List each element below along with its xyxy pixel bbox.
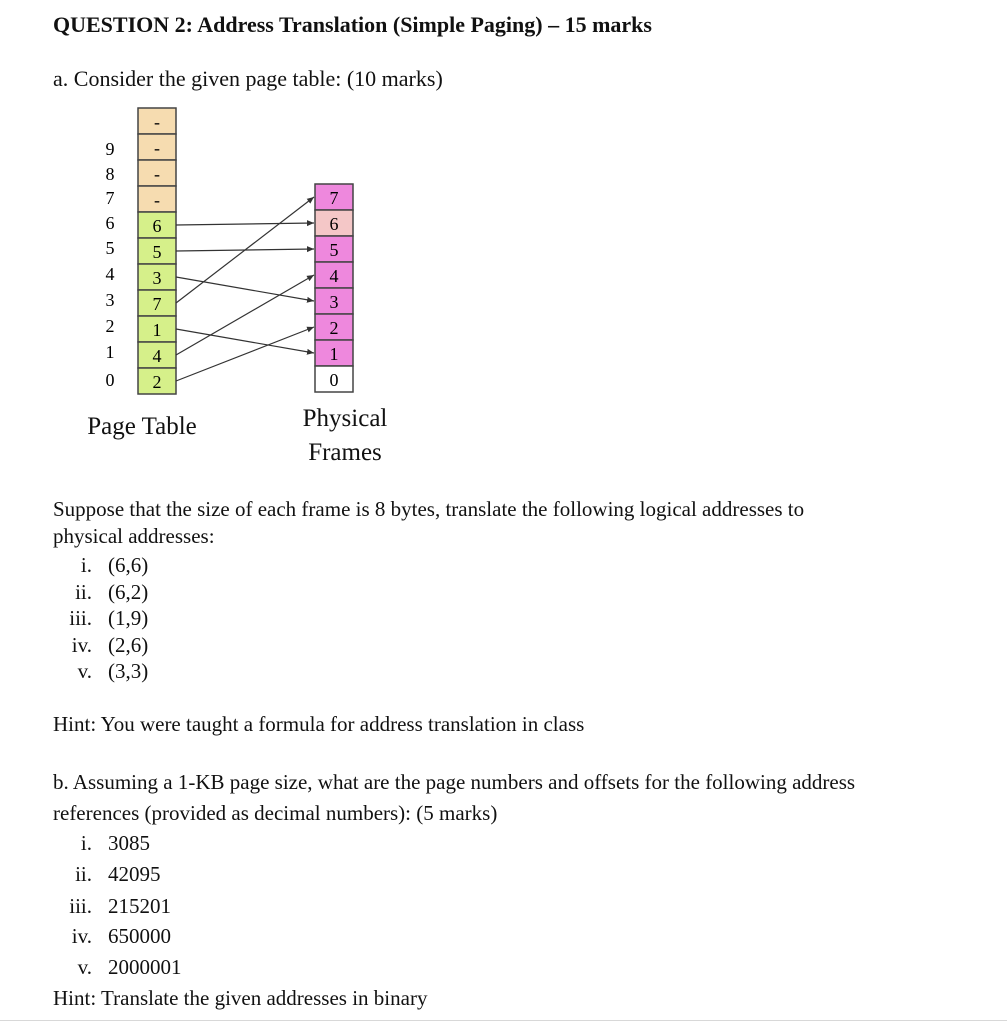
page-table-cell-value: - [154, 164, 160, 184]
list-item-number: iii. [69, 606, 92, 630]
page-table-cell-value: 2 [152, 372, 162, 392]
list-item-value: 650000 [108, 924, 171, 948]
frame-label: 5 [329, 240, 339, 260]
list-item-number: i. [80, 553, 92, 577]
mapping-arrows [176, 197, 314, 381]
mapping-arrow [176, 327, 314, 381]
page-table-cell-value: 3 [152, 268, 162, 288]
list-item-number: v. [77, 659, 92, 683]
list-item-value: (2,6) [108, 633, 149, 657]
question-title: QUESTION 2: Address Translation (Simple Paging) – 15 marks [53, 12, 652, 37]
part-a-instruction-line2: physical addresses: [53, 524, 215, 548]
page-index-label: 4 [105, 264, 115, 284]
page-index-label: 0 [105, 370, 115, 390]
page-table-cell-value: - [154, 112, 160, 132]
part-b-heading-line2: references (provided as decimal numbers): (5 marks) [53, 801, 498, 825]
page-index-label: 9 [105, 139, 115, 159]
list-item-number: iv. [71, 633, 92, 657]
frame-label: 6 [329, 214, 339, 234]
frame-label: 0 [329, 370, 339, 390]
page-index-label: 7 [105, 188, 115, 208]
list-item-number: iii. [69, 894, 92, 918]
frame-label: 1 [329, 344, 339, 364]
list-item-number: v. [77, 955, 92, 979]
list-item-value: (6,2) [108, 580, 149, 604]
page-index-label: 8 [105, 164, 115, 184]
list-item-number: i. [80, 831, 92, 855]
mapping-arrow [176, 329, 314, 353]
list-item-number: ii. [75, 862, 92, 886]
page-table-cell-value: - [154, 190, 160, 210]
frame-label: 2 [329, 318, 339, 338]
frames-caption-line2: Frames [308, 439, 382, 466]
page-index-label: 6 [105, 213, 115, 233]
part-b-hint: Hint: Translate the given addresses in binary [53, 986, 428, 1010]
page-table-cell-value: 7 [152, 294, 162, 314]
page-table-caption: Page Table [87, 413, 197, 440]
list-item-value: (6,6) [108, 553, 149, 577]
physical-frames-column [315, 184, 353, 392]
list-item-number: ii. [75, 580, 92, 604]
page-bottom-divider [0, 1020, 1007, 1021]
frames-caption [275, 402, 415, 470]
page-index-label: 1 [105, 342, 115, 362]
list-item-value: (1,9) [108, 606, 149, 630]
mapping-arrow [176, 223, 314, 225]
page-index-label: 3 [105, 290, 115, 310]
page-table-rows [106, 134, 177, 394]
page-table-cell-value: 6 [152, 216, 162, 236]
mapping-arrow [176, 277, 314, 301]
page-table-cell-value: 4 [152, 346, 162, 366]
part-a-heading: a. Consider the given page table: (10 marks) [53, 66, 443, 91]
page-table-cell-value: 1 [152, 320, 162, 340]
list-item-value: 215201 [108, 894, 171, 918]
list-item-number: iv. [71, 924, 92, 948]
list-item-value: 3085 [108, 831, 150, 855]
list-item-value: 42095 [108, 862, 161, 886]
page-table-cell-value: - [154, 138, 160, 158]
list-item-value: 2000001 [108, 955, 182, 979]
frame-label: 7 [329, 188, 339, 208]
part-a-instruction-line1: Suppose that the size of each frame is 8 bytes, translate the following logical addresses to [53, 497, 805, 521]
page-index-label: 2 [105, 316, 115, 336]
page-table-cell-value: 5 [152, 242, 162, 262]
page-index-label: 5 [105, 238, 115, 258]
list-item-value: (3,3) [108, 659, 149, 683]
frames-caption-line1: Physical [302, 405, 388, 432]
frame-label: 4 [329, 266, 339, 286]
part-a-hint: Hint: You were taught a formula for address translation in class [53, 712, 585, 736]
part-b-heading-line1: b. Assuming a 1-KB page size, what are the page numbers and offsets for the following address [53, 770, 856, 794]
frame-label: 3 [329, 292, 339, 312]
